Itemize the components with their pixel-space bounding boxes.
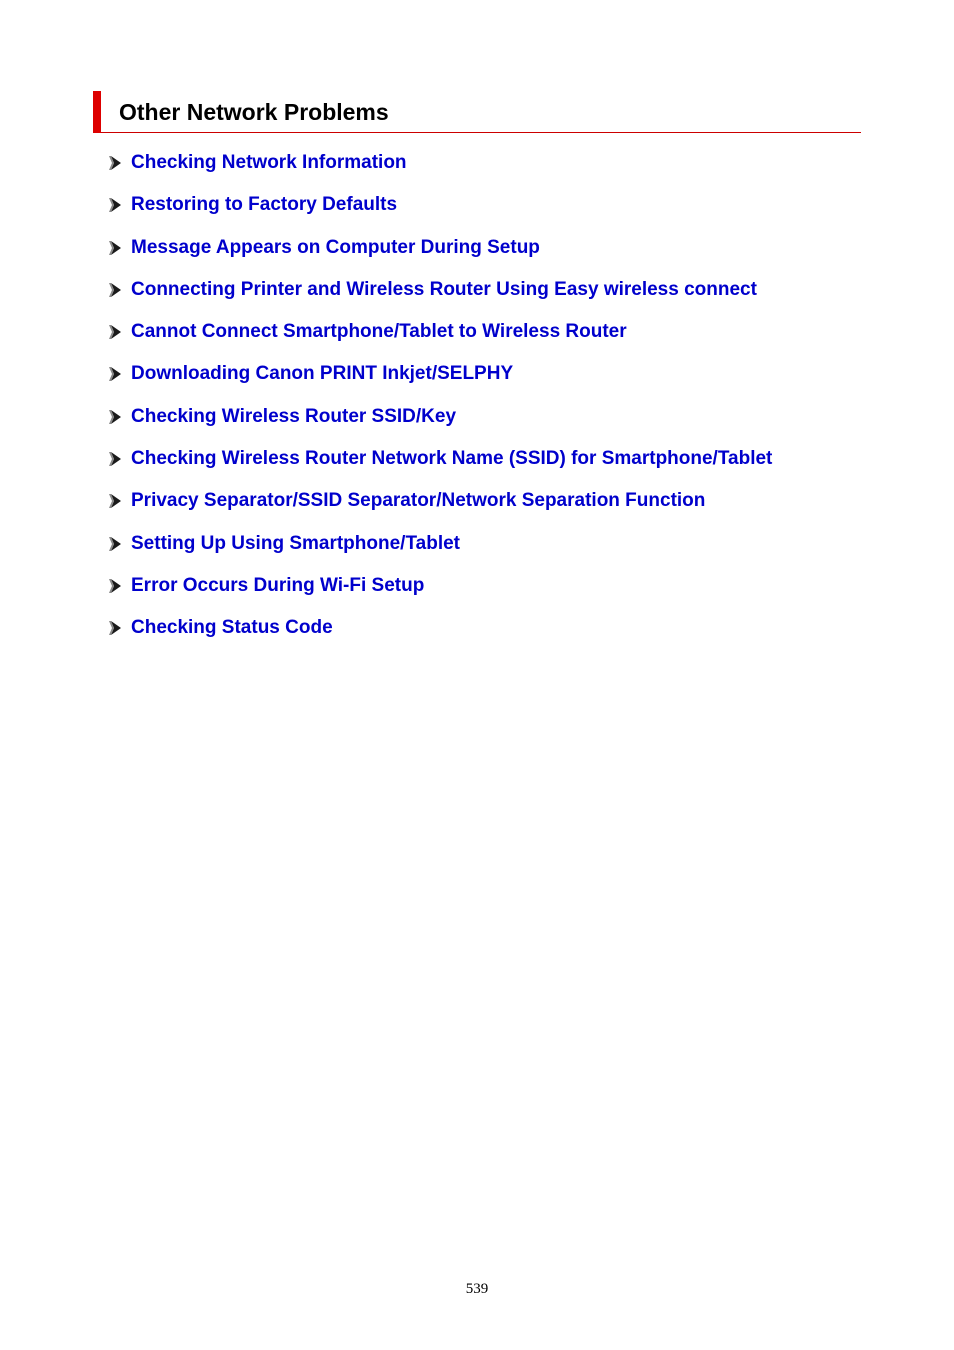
arrow-right-icon (108, 197, 122, 213)
list-item (108, 192, 772, 234)
link-checking-network-information[interactable]: Checking Network Information (131, 152, 407, 173)
list-item (108, 488, 772, 530)
link-checking-ssid-smartphone[interactable]: Checking Wireless Router Network Name (SSID) for Smartphone/Tablet (131, 448, 773, 470)
link-message-appears-during-setup[interactable]: Message Appears on Computer During Setup (131, 236, 540, 258)
list-item (108, 615, 772, 657)
topic-link-list (108, 150, 772, 658)
arrow-right-icon (108, 620, 122, 636)
link-checking-ssid-key[interactable]: Checking Wireless Router SSID/Key (131, 405, 457, 427)
arrow-right-icon (108, 240, 122, 256)
arrow-right-icon (108, 155, 122, 171)
section-heading (93, 91, 861, 133)
list-item (108, 235, 772, 277)
list-item (108, 531, 772, 573)
page-number: 539 (465, 1281, 489, 1297)
page-title: Other Network Problems (119, 99, 389, 125)
heading-accent-bar (93, 91, 101, 133)
list-item (108, 446, 772, 488)
arrow-right-icon (108, 324, 122, 340)
arrow-right-icon (108, 366, 122, 382)
link-checking-status-code[interactable]: Checking Status Code (131, 617, 333, 639)
list-item (108, 404, 772, 446)
list-item (108, 150, 772, 192)
link-easy-wireless-connect[interactable]: Connecting Printer and Wireless Router Using Easy wireless connect (131, 278, 757, 300)
arrow-right-icon (108, 578, 122, 594)
link-error-wifi-setup[interactable]: Error Occurs During Wi-Fi Setup (131, 574, 425, 596)
link-downloading-canon-print[interactable]: Downloading Canon PRINT Inkjet/SELPHY (131, 363, 514, 385)
list-item (108, 361, 772, 403)
list-item (108, 319, 772, 361)
link-setting-up-smartphone[interactable]: Setting Up Using Smartphone/Tablet (131, 532, 460, 554)
list-item (108, 573, 772, 615)
list-item (108, 277, 772, 319)
arrow-right-icon (108, 409, 122, 425)
arrow-right-icon (108, 536, 122, 552)
link-privacy-separator[interactable]: Privacy Separator/SSID Separator/Network Separation Function (131, 490, 706, 512)
link-cannot-connect-smartphone[interactable]: Cannot Connect Smartphone/Tablet to Wireless Router (131, 321, 627, 343)
arrow-right-icon (108, 493, 122, 509)
link-restoring-factory-defaults[interactable]: Restoring to Factory Defaults (131, 194, 398, 216)
arrow-right-icon (108, 282, 122, 298)
arrow-right-icon (108, 451, 122, 467)
